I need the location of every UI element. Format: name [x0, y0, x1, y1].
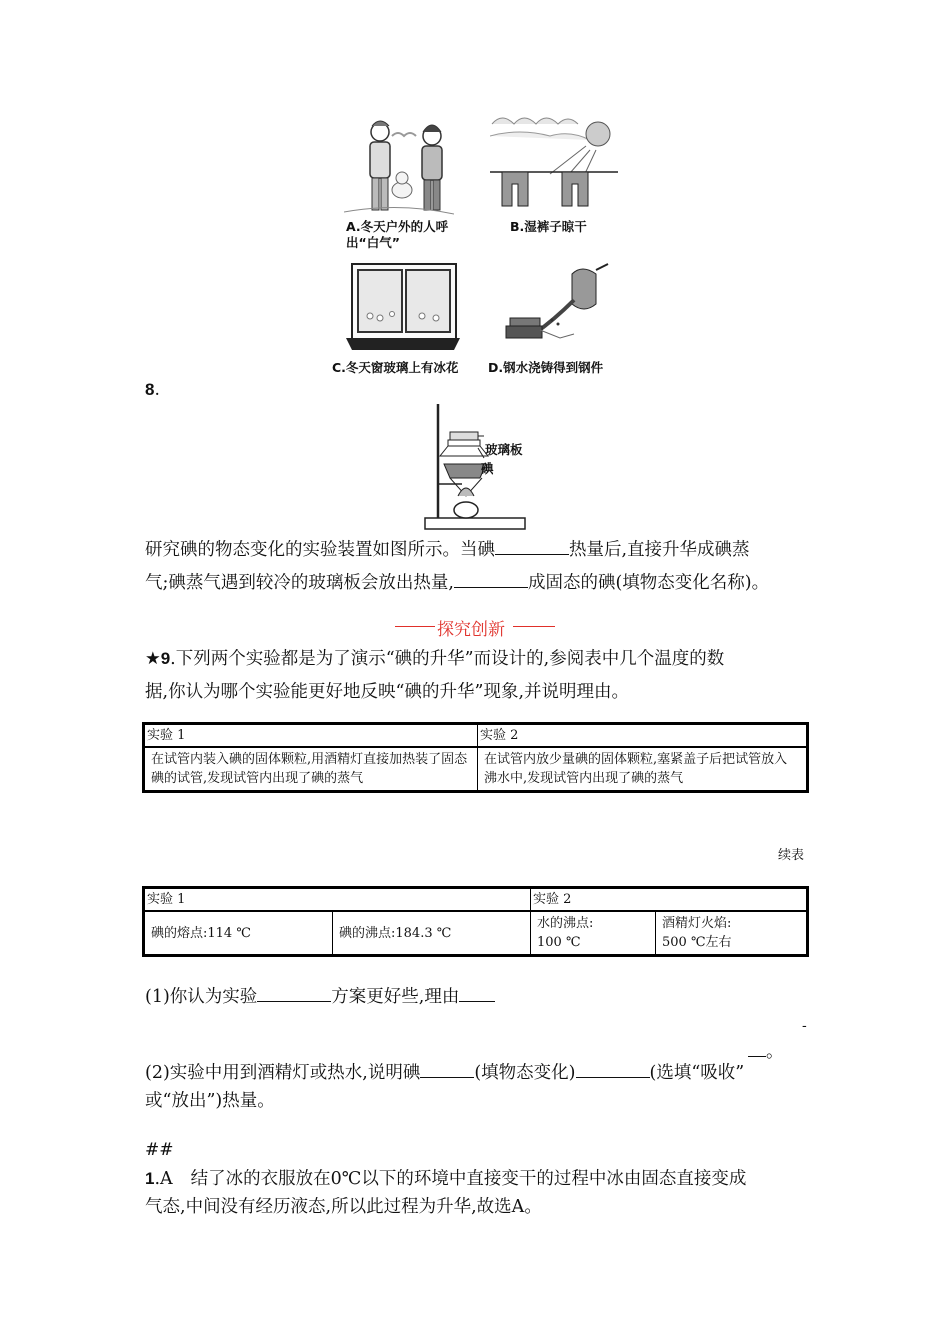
blank-q8-2[interactable] — [454, 569, 528, 588]
table1-header-exp1: 实验 1 — [144, 724, 478, 748]
experiment-table-1 — [142, 722, 809, 793]
table2-header-exp2: 实验 2 — [531, 888, 808, 912]
section-title: 探究创新 — [395, 615, 555, 641]
window-frost-illustration — [344, 260, 462, 352]
answer-section-marker: ## — [145, 1140, 174, 1160]
section-title-rule-right — [513, 626, 555, 627]
answer-1-line-2: 气态,中间没有经历液态,所以此过程为升华,故选A。 — [145, 1197, 542, 1217]
star-icon: ★ — [145, 649, 161, 669]
question-8-line-2: 气;碘蒸气遇到较冷的玻璃板会放出热量, 成固态的碘(填物态变化名称)。 — [145, 566, 769, 600]
steel-casting-illustration — [492, 260, 620, 350]
table2-alcohol-flame: 酒精灯火焰: 500 ℃左右 — [656, 911, 808, 956]
label-glass-plate: 玻璃板 — [485, 442, 523, 457]
table1-cell-exp1: 在试管内装入碘的固体颗粒,用酒精灯直接加热装了固态碘的试管,发现试管内出现了碘的蒸气 — [144, 747, 478, 792]
section-title-rule-left — [395, 626, 435, 627]
figure-7-illustrations — [330, 110, 630, 380]
blank-sub1-reason-end[interactable] — [748, 1038, 766, 1057]
table1-header-exp2: 实验 2 — [478, 724, 808, 748]
question-8-number: 8. — [145, 380, 160, 400]
table2-iodine-melting-point: 碘的熔点:114 ℃ — [144, 911, 333, 956]
sub-question-2-line-1: (2)实验中用到酒精灯或热水,说明碘 (填物态变化) (选填“吸收” — [145, 1056, 744, 1090]
table2-header-exp1: 实验 1 — [144, 888, 531, 912]
iodine-apparatus-diagram — [420, 400, 530, 532]
blank-sub2-heat[interactable] — [576, 1059, 650, 1078]
question-9-line-2: 据,你认为哪个实验能更好地反映“碘的升华”现象,并说明理由。 — [145, 682, 630, 702]
sub-question-1: (1)你认为实验 方案更好些,理由 — [145, 980, 495, 1014]
blank-sub1-plan[interactable] — [257, 983, 331, 1002]
drying-pants-illustration — [490, 114, 618, 210]
caption-d: D.钢水浇铸得到钢件 — [488, 360, 604, 375]
sub-question-1-end: 。 — [748, 1038, 784, 1063]
table2-iodine-boiling-point: 碘的沸点:184.3 ℃ — [333, 911, 531, 956]
caption-b: B.湿裤子晾干 — [510, 219, 587, 234]
blank-q8-1[interactable] — [495, 536, 569, 555]
table1-cell-exp2: 在试管内放少量碘的固体颗粒,塞紧盖子后把试管放入沸水中,发现试管内出现了碘的蒸气 — [478, 747, 808, 792]
continued-table-label: 续表 — [778, 848, 805, 863]
table2-water-boiling-point: 水的沸点: 100 ℃ — [531, 911, 656, 956]
caption-a: A.冬天户外的人呼 出“白气” — [346, 219, 449, 250]
question-8-line-1: 研究碘的物态变化的实验装置如图所示。当碘 热量后,直接升华成碘蒸 — [145, 533, 750, 567]
experiment-table-2 — [142, 886, 809, 957]
winter-breath-illustration — [344, 114, 454, 222]
sub-question-1-dash: - — [802, 1018, 807, 1034]
question-9-line-1: ★9.下列两个实验都是为了演示“碘的升华”而设计的,参阅表中几个温度的数 — [145, 649, 725, 669]
label-iodine: 碘 — [481, 461, 494, 476]
sub-question-2-line-2: 或“放出”)热量。 — [145, 1091, 275, 1111]
blank-sub1-reason[interactable] — [459, 983, 495, 1002]
caption-c: C.冬天窗玻璃上有冰花 — [332, 360, 459, 375]
answer-1-line-1: 1.A 结了冰的衣服放在0℃以下的环境中直接变干的过程中冰由固态直接变成 — [145, 1169, 747, 1189]
blank-sub2-change[interactable] — [420, 1059, 474, 1078]
